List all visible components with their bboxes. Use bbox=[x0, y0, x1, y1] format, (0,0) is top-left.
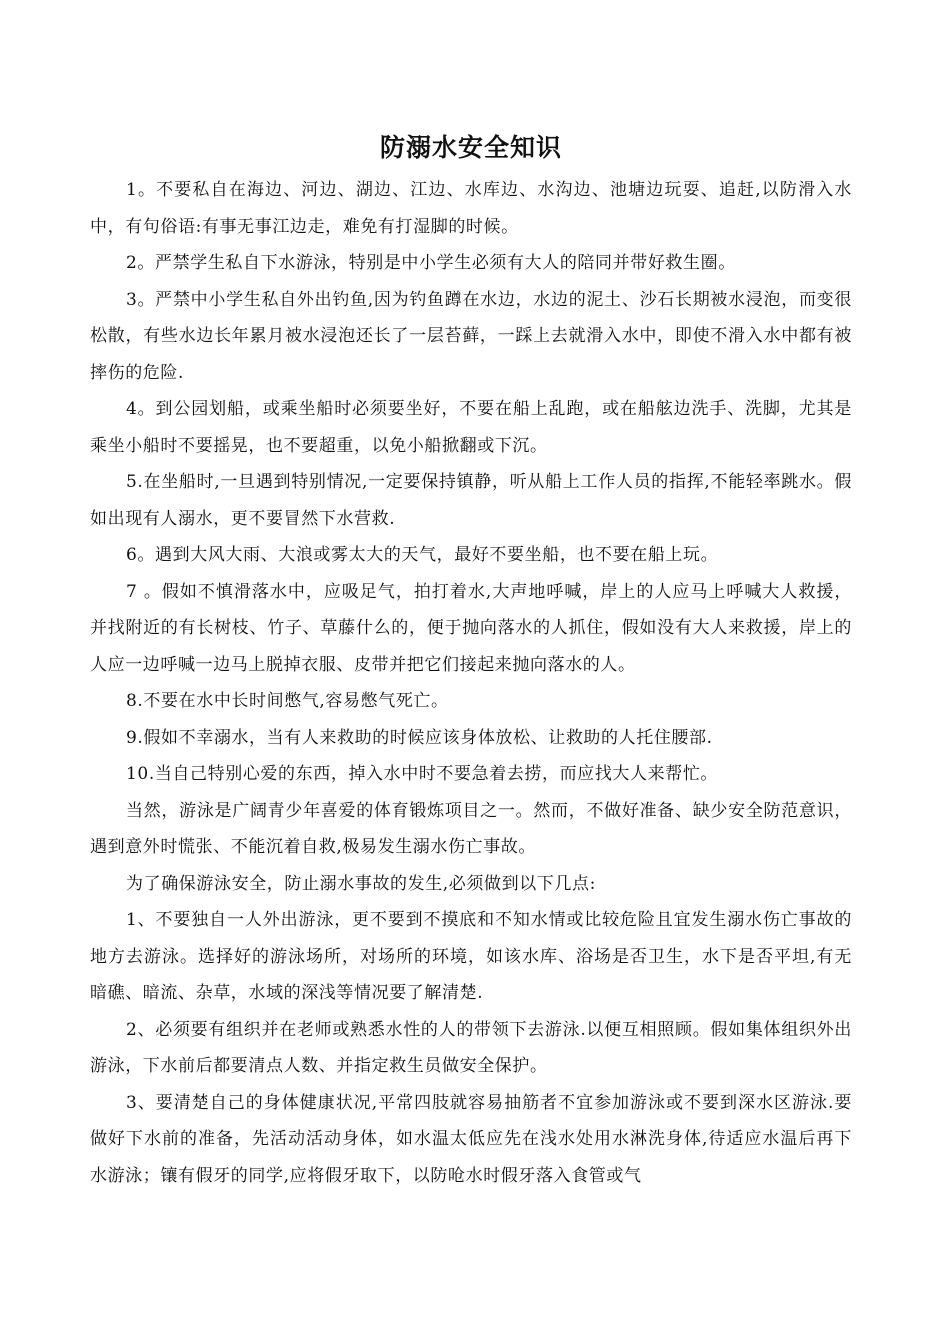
paragraph-point-3: 3、要清楚自己的身体健康状况,平常四肢就容易抽筋者不宜参加游泳或不要到深水区游泳.要做好下水前的准备，先活动活动身体，如水温太低应先在浅水处用水淋洗身体,待适应水温后再下水游泳；镶有假牙的同学,应将假牙取下，以防呛水时假牙落入食管或气 bbox=[90, 1092, 852, 1186]
document-page bbox=[90, 128, 852, 1194]
paragraph-intro: 当然，游泳是广阔青少年喜爱的体育锻炼项目之一。然而，不做好准备、缺少安全防范意识，遇到意外时慌张、不能沉着自救,极易发生溺水伤亡事故。 bbox=[90, 800, 852, 857]
paragraph-8: 8.不要在水中长时间憋气,容易憋气死亡。 bbox=[126, 691, 449, 711]
paragraph-7: 7 。假如不慎滑落水中，应吸足气，拍打着水,大声地呼喊，岸上的人应马上呼喊大人救援，并找附近的有长树枝、竹子、草藤什么的，便于抛向落水的人抓住，假如没有大人来救援，岸上的人应一边呼喊一边马上脱掉衣服、皮带并把它们接起来抛向落水的人。 bbox=[90, 581, 852, 675]
paragraph-4: 4。到公园划船，或乘坐船时必须要坐好，不要在船上乱跑，或在船舷边洗手、洗脚，尤其是乘坐小船时不要摇晃，也不要超重，以免小船掀翻或下沉。 bbox=[90, 399, 852, 456]
paragraph-10: 10.当自己特别心爱的东西，掉入水中时不要急着去捞，而应找大人来帮忙。 bbox=[126, 764, 719, 784]
paragraph-1: 1。不要私自在海边、河边、湖边、江边、水库边、水沟边、池塘边玩耍、追赶,以防滑入水中，有句俗语:有事无事江边走，难免有打湿脚的时候。 bbox=[90, 180, 852, 237]
paragraph-9: 9.假如不幸溺水，当有人来救助的时候应该身体放松、让救助的人托住腰部. bbox=[126, 727, 713, 748]
document-title: 防溺水安全知识 bbox=[379, 133, 562, 162]
paragraph-point-1: 1、不要独自一人外出游泳，更不要到不摸底和不知水情或比较危险且宜发生溺水伤亡事故的地方去游泳。选择好的游泳场所，对场所的环境，如该水库、浴场是否卫生，水下是否平坦,有无暗礁、暗流、杂草，水域的深浅等情况要了解清楚. bbox=[90, 910, 852, 1003]
paragraph-2: 2。严禁学生私自下水游泳，特别是中小学生必须有大人的陪同并带好救生圈。 bbox=[126, 253, 736, 273]
paragraph-3: 3。严禁中小学生私自外出钓鱼,因为钓鱼蹲在水边，水边的泥土、沙石长期被水浸泡，而变很松散，有些水边长年累月被水浸泡还长了一层苔藓，一踩上去就滑入水中，即使不滑入水中都有被摔伤的危险. bbox=[90, 289, 852, 383]
paragraph-6: 6。遇到大风大雨、大浪或雾太大的天气，最好不要坐船，也不要在船上玩。 bbox=[126, 545, 719, 565]
paragraph-lead: 为了确保游泳安全，防止溺水事故的发生,必须做到以下几点: bbox=[126, 873, 596, 894]
paragraph-point-2: 2、必须要有组织并在老师或熟悉水性的人的带领下去游泳.以便互相照顾。假如集体组织外出游泳，下水前后都要清点人数、并指定救生员做安全保护。 bbox=[90, 1019, 852, 1076]
paragraph-5: 5.在坐船时,一旦遇到特别情况,一定要保持镇静，听从船上工作人员的指挥,不能轻率跳水。假如出现有人溺水，更不要冒然下水营救. bbox=[90, 472, 852, 529]
